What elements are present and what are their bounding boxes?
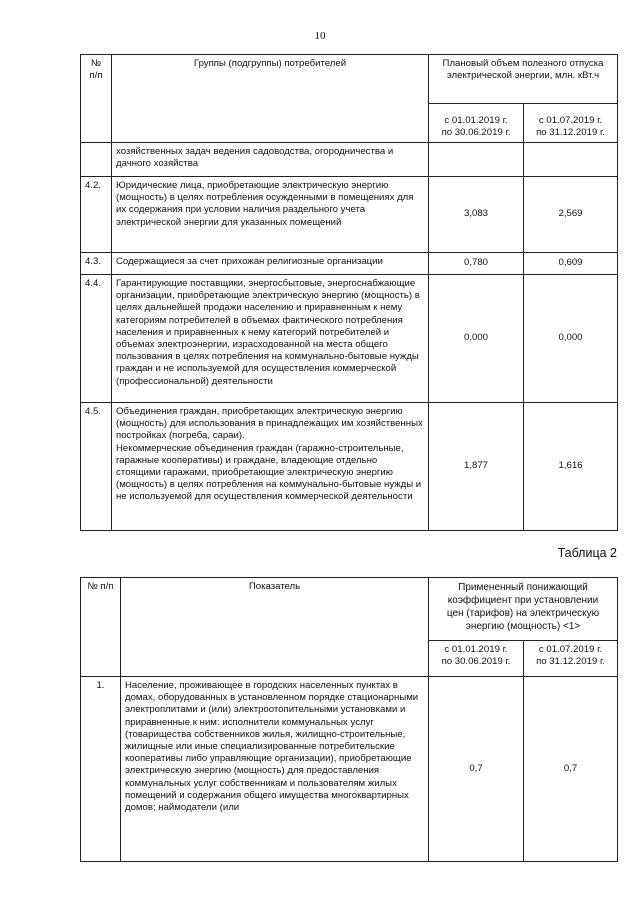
col-header-coefficient: Примененный понижающий коэффициент при установлении цен (тарифов) на электрическую энергию (мощность) <1> [429,578,618,641]
row-text: Юридические лица, приобретающие электрическую энергию (мощность) в целях потребления осужденными в помещениях для их содержания при условии наличия раздельного учета электрической энергии для указанных помещений [112,177,429,253]
table-row [81,177,618,253]
row-text: Гарантирующие поставщики, энергосбытовые, энергоснабжающие организации, приобретающие электрическую энергию (мощность) в целях дальнейшей продажи населению и приравненным к нему категориям потребителей в объемах фактического потребления населения и приравненных к нему категорий потребителей и объемах электроэнергии, израсходованной на места общего пользования в целях потребления на коммунально-бытовые нужды граждан и не используемой для осуществления коммерческой (профессиональной) деятельности [112,275,429,403]
row-value-1: 0,780 [429,253,524,275]
row-value-1 [429,143,524,177]
table-row [81,677,618,862]
row-value-1: 0,7 [429,677,524,862]
col-header-indicator: Показатель [121,578,429,677]
row-value-2 [524,143,618,177]
row-text: хозяйственных задач ведения садоводства, огородничества и дачного хозяйства [112,143,429,177]
row-num [81,143,112,177]
table-row [81,143,618,177]
col-header-period-1: с 01.01.2019 г. по 30.06.2019 г. [429,104,524,143]
col-header-period-1: с 01.01.2019 г. по 30.06.2019 г. [429,641,524,677]
row-num: 1. [81,677,121,862]
row-value-2: 1,616 [524,403,618,531]
table-row [81,403,618,531]
col-header-num: № п/п [81,578,121,677]
row-value-2: 2,569 [524,177,618,253]
row-text: Население, проживающее в городских населенных пунктах в домах, оборудованных в установленном порядке стационарными электроплитами и (или) электроотопительными установками и приравненные к ним: исполнители коммунальных услуг (товарищества собственников жилья, жилищно-строительные, жилищные или иные специализированные потребительские кооперативы либо управляющие организации), приобретающие электрическую энергию (мощность) для предоставления коммунальных услуг собственникам и пользователям жилых помещений и содержания общего имущества многоквартирных домов; наймодатели (или [121,677,429,862]
col-header-num: № п/п [81,55,112,143]
row-value-1: 1,877 [429,403,524,531]
row-text: Объединения граждан, приобретающих электрическую энергию (мощность) для использования в принадлежащих им хозяйственных постройках (погреба, сараи). Некоммерческие объединения граждан (гаражно-строительные, гаражные кооперативы) и граждане, владеющие отдельно стоящими гаражами, приобретающие электрическую энергию (мощность) в целях потребления на коммунально-бытовые нужды и не используемой для осуществления коммерческой деятельности [112,403,429,531]
table-row [81,253,618,275]
coefficient-table [80,577,618,862]
consumption-table [80,54,618,531]
row-value-1: 3,083 [429,177,524,253]
page-number: 10 [314,30,326,42]
row-value-2: 0,609 [524,253,618,275]
row-value-2: 0,7 [524,677,618,862]
row-num: 4.5. [81,403,112,531]
col-header-group: Группы (подгруппы) потребителей [112,55,429,143]
row-value-2: 0,000 [524,275,618,403]
row-num: 4.4. [81,275,112,403]
row-num: 4.2. [81,177,112,253]
row-num: 4.3. [81,253,112,275]
row-text: Содержащиеся за счет прихожан религиозные организации [112,253,429,275]
table-caption: Таблица 2 [557,546,617,560]
col-header-period-2: с 01.07.2019 г. по 31.12.2019 г. [524,104,618,143]
col-header-period-2: с 01.07.2019 г. по 31.12.2019 г. [524,641,618,677]
table-row [81,275,618,403]
row-value-1: 0,000 [429,275,524,403]
col-header-volume: Плановый объем полезного отпуска электрической энергии, млн. кВт.ч [429,55,618,104]
